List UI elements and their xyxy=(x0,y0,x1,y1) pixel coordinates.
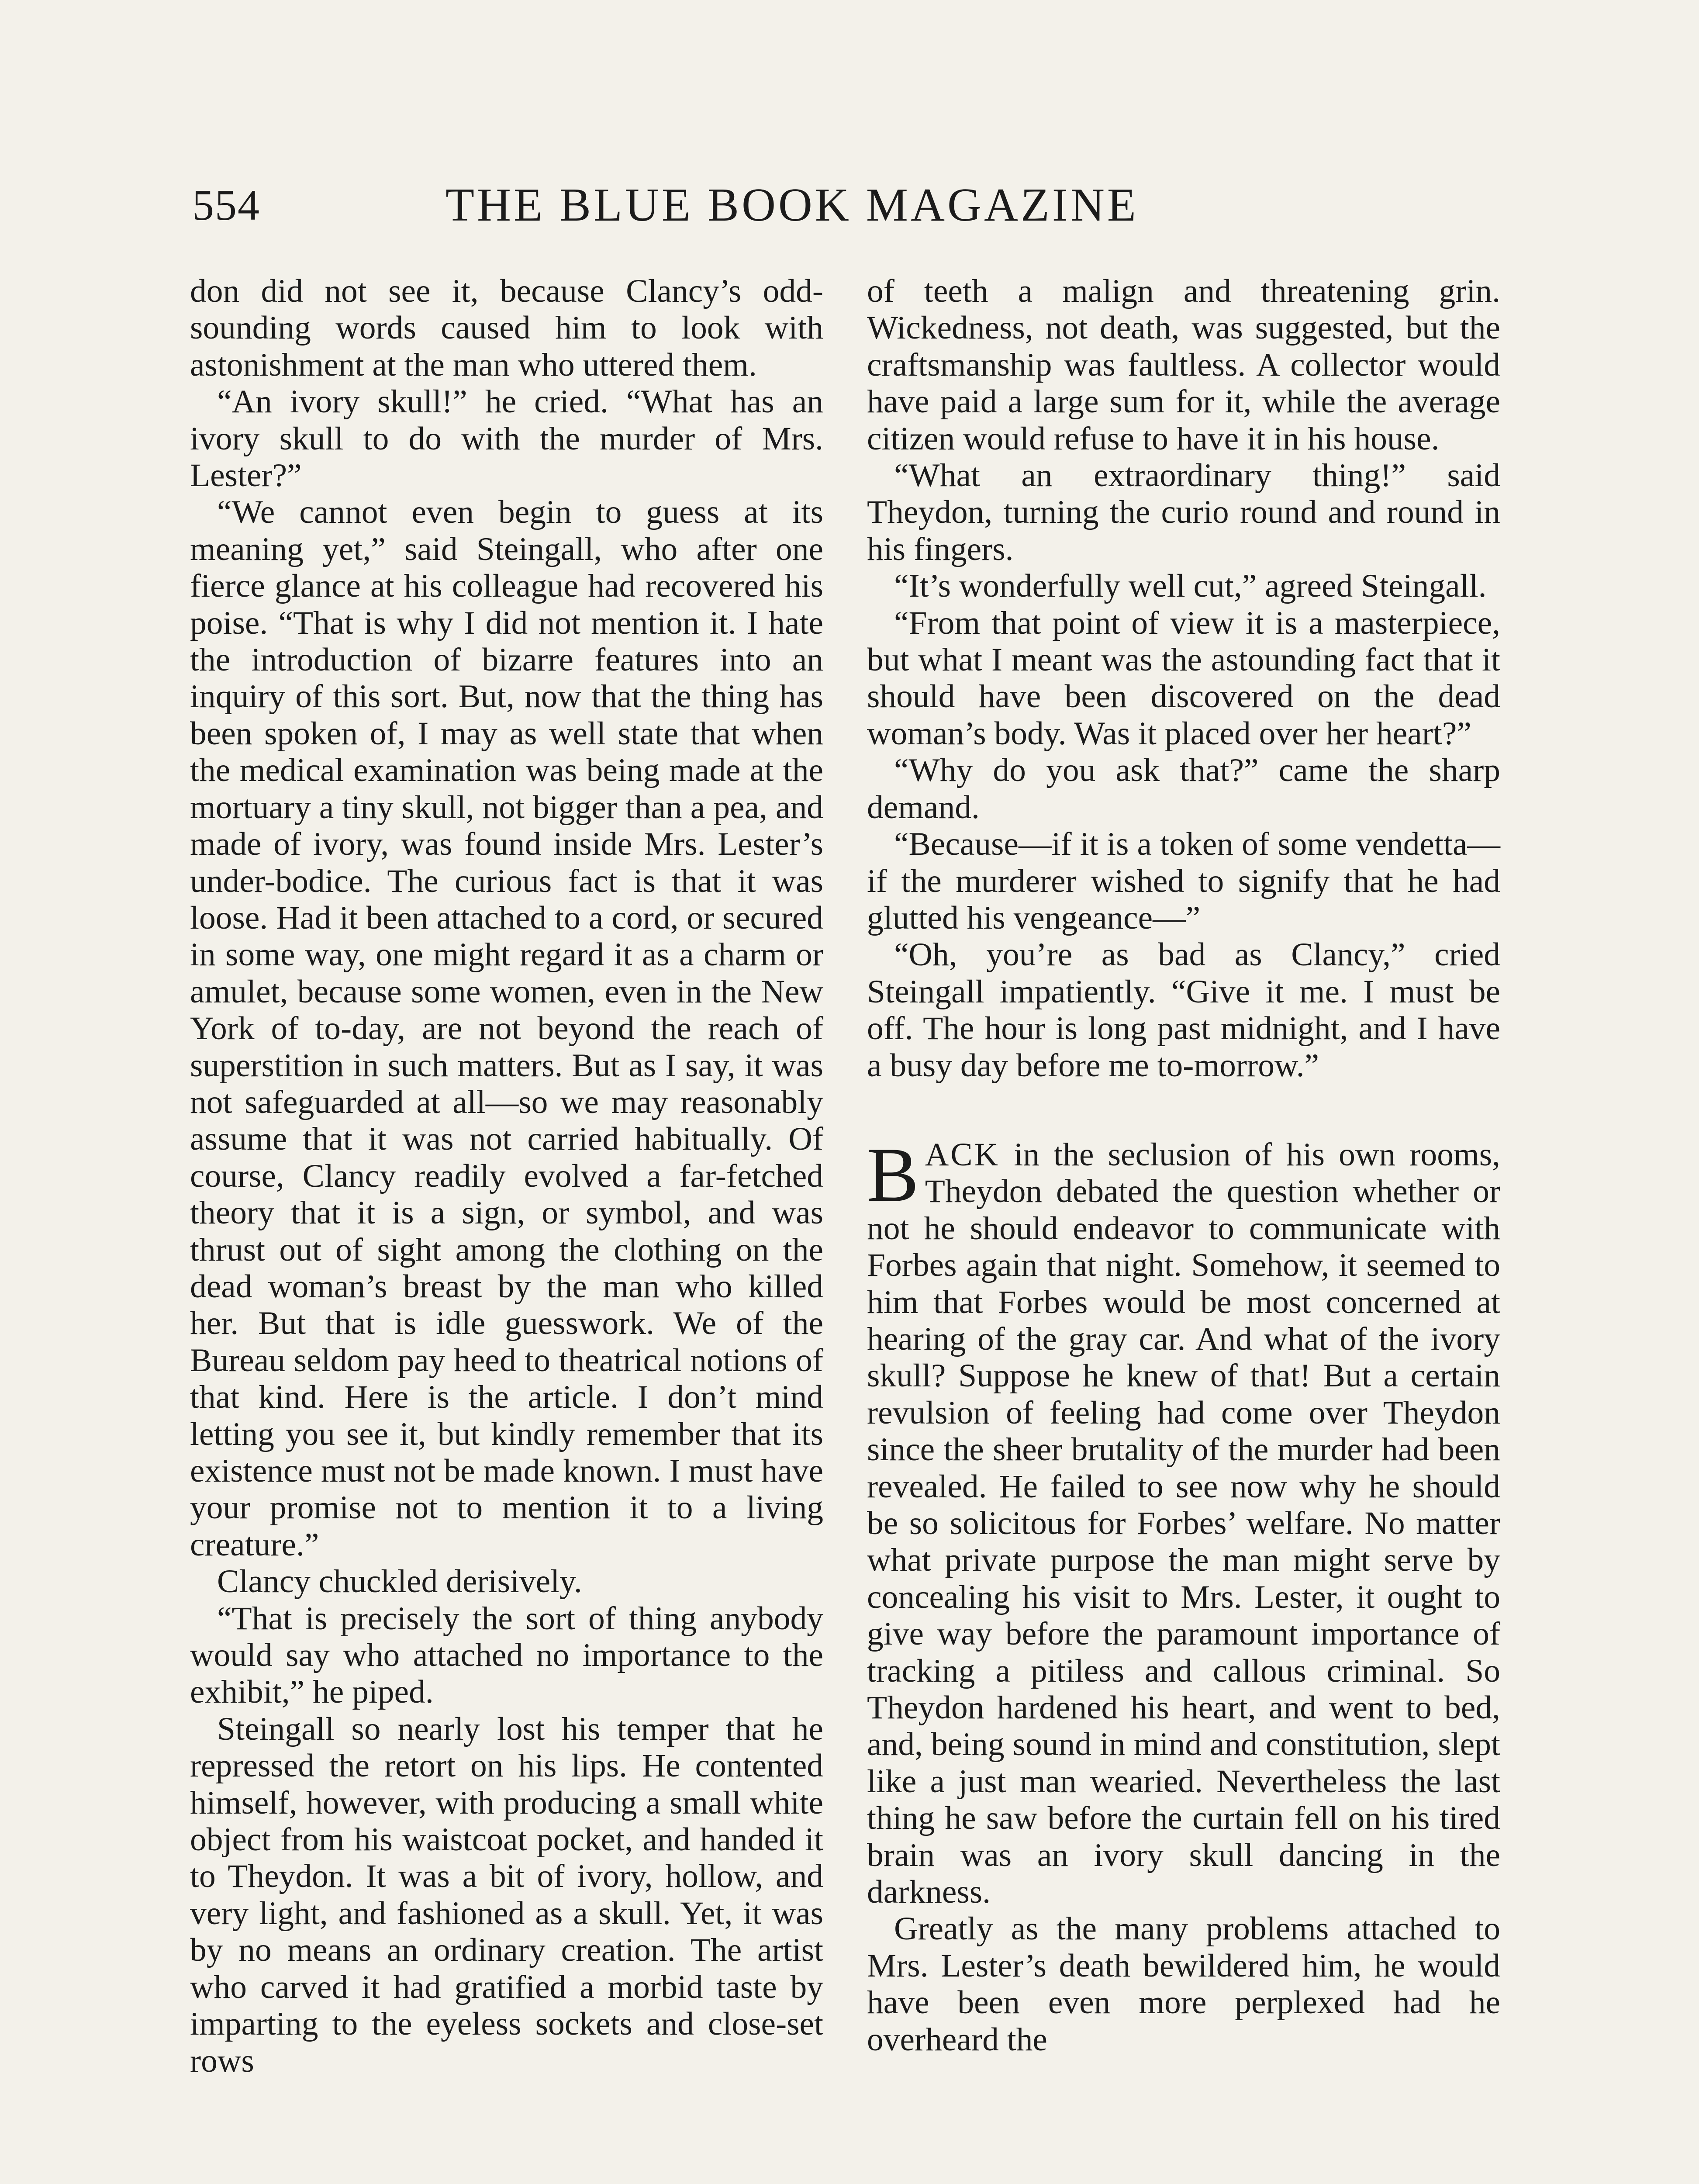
paragraph: “From that point of view it is a masterpiece, but what I meant was the astounding fact that it should have been discovered on the dead woman’s body. Was it placed over her heart?” xyxy=(867,605,1500,752)
paragraph: “That is precisely the sort of thing anybody would say who attached no importance to the exhibit,” he piped. xyxy=(190,1600,823,1711)
paragraph: “We cannot even begin to guess at its meaning yet,” said Steingall, who after one fierce glance at his colleague had recovered his poise. “That is why I did not mention it. I hate the introduction of bizarre features into an inquiry of this sort. But, now that the thing has been spoken of, I may as well state that when the medical examination was being made at the mortuary a tiny skull, not bigger than a pea, and made of ivory, was found inside Mrs. Lester’s under-bodice. The curious fact is that it was loose. Had it been attached to a cord, or secured in some way, one might regard it as a charm or amulet, because some women, even in the New York of to-day, are not beyond the reach of superstition in such matters. But as I say, it was not safeguarded at all—so we may reasonably assume that it was not carried habitually. Of course, Clancy readily evolved a far-fetched theory that it is a sign, or symbol, and was thrust out of sight among the clothing on the dead woman’s breast by the man who killed her. But that is idle guesswork. We of the Bureau seldom pay heed to theatrical notions of that kind. Here is the article. I don’t mind letting you see it, but kindly remember that its existence must not be made known. I must have your promise not to mention it to a living creature.” xyxy=(190,494,823,1563)
paragraph: Clancy chuckled derisively. xyxy=(217,1563,582,1600)
page-number: 554 xyxy=(192,181,260,229)
paragraph: of teeth a malign and threatening grin. Wickedness, not death, was suggested, but the craftsmanship was faultless. A collector would have paid a large sum for it, while the average citizen would refuse to have it in his house. xyxy=(867,273,1500,457)
paragraph: “It’s wonderfully well cut,” agreed Steingall. xyxy=(894,568,1487,605)
paragraph: “Why do you ask that?” came the sharp demand. xyxy=(867,752,1500,826)
right-column xyxy=(867,273,1500,2058)
paragraph: don did not see it, because Clancy’s odd-sounding words caused him to look with astonishment at the man who uttered them. xyxy=(190,273,823,383)
paragraph: “An ivory skull!” he cried. “What has an ivory skull to do with the murder of Mrs. Lester?” xyxy=(190,384,823,494)
paragraph: “What an extraordinary thing!” said Theydon, turning the curio round and round in his fingers. xyxy=(867,457,1500,567)
left-column xyxy=(190,273,823,2080)
running-title: THE BLUE BOOK MAGAZINE xyxy=(445,179,1139,231)
page-header xyxy=(192,173,1507,238)
lead-word: ACK xyxy=(925,1136,1000,1173)
paragraph: “Oh, you’re as bad as Clancy,” cried Steingall impatiently. “Give it me. I must be off. The hour is long past midnight, and I have a busy day before me to-morrow.” xyxy=(867,936,1500,1084)
paragraph: Greatly as the many problems attached to Mrs. Lester’s death bewildered him, he would have been even more perplexed had he overheard the xyxy=(867,1911,1500,2058)
paragraph: “Because—if it is a token of some vendetta—if the murderer wished to signify that he had glutted his vengeance—” xyxy=(867,826,1500,936)
paragraph: Steingall so nearly lost his temper that he repressed the retort on his lips. He contented himself, however, with producing a small white object from his waistcoat pocket, and handed it to Theydon. It was a bit of ivory, hollow, and very light, and fashioned as a skull. Yet, it was by no means an ordinary creation. The artist who carved it had gratified a morbid taste by imparting to the eyeless sockets and close-set rows xyxy=(190,1711,823,2079)
drop-cap: B xyxy=(867,1131,919,1218)
paragraph-text: in the seclusion of his own rooms, Theydon debated the question whether or not he should endeavor to communicate with Forbes again that night. Somehow, it seemed to him that Forbes would be most concerned at hearing of the gray car. And what of the ivory skull? Suppose he knew of that! But a certain revulsion of feeling had come over Theydon since the sheer brutality of the murder had been revealed. He failed to see now why he should be so solicitous for Forbes’ welfare. No matter what private purpose the man might serve by concealing his visit to Mrs. Lester, it ought to give way before the paramount importance of tracking a pitiless and callous criminal. So Theydon hardened his heart, and went to bed, and, being sound in mind and constitution, slept like a just man wearied. Nevertheless the last thing he saw before the curtain fell on his tired brain was an ivory skull dancing in the darkness. xyxy=(867,1136,1500,1911)
section-start-paragraph xyxy=(867,1131,1500,1911)
